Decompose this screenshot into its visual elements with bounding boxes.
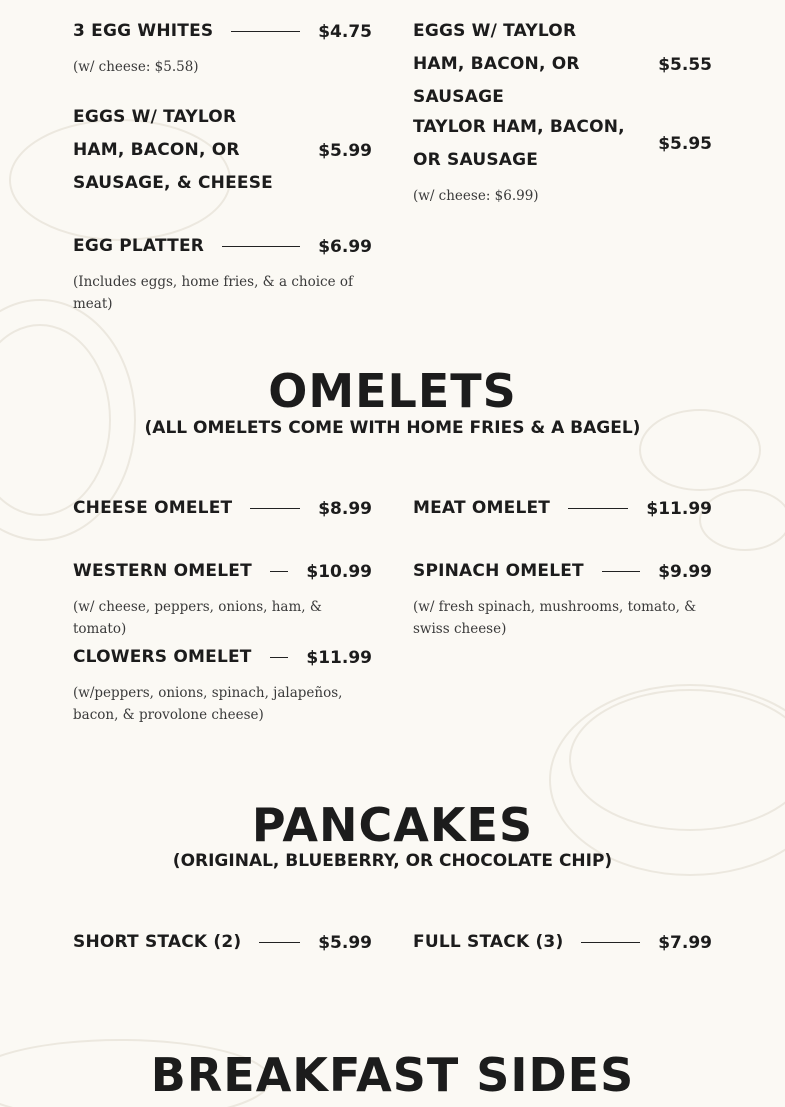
menu-item-clowers-omelet (73, 641, 372, 726)
section-title-omelets: OMELETS (268, 364, 517, 418)
item-name: SHORT STACK (2) (73, 932, 242, 952)
item-name: SPINACH OMELET (413, 561, 584, 581)
item-name: EGGS W/ TAYLOR HAM, BACON, OR SAUSAGE (413, 21, 580, 107)
item-price: $7.99 (658, 932, 712, 953)
item-description: (w/peppers, onions, spinach, jalapeños, bacon, & provolone cheese) (73, 685, 343, 723)
item-name: CHEESE OMELET (73, 498, 233, 518)
dotted-leader (259, 942, 300, 943)
item-description: (Includes eggs, home fries, & a choice of meat) (73, 274, 353, 312)
item-name: FULL STACK (3) (413, 932, 564, 952)
dotted-leader (568, 508, 628, 509)
item-name: 3 EGG WHITES (73, 21, 214, 41)
item-name: TAYLOR HAM, BACON, OR SAUSAGE (413, 117, 625, 170)
menu-item-full-stack (413, 926, 712, 959)
dotted-leader (270, 657, 289, 658)
item-description: (w/ cheese, peppers, onions, ham, & tomato) (73, 599, 322, 637)
item-price: $10.99 (306, 561, 372, 582)
item-price: $5.95 (658, 134, 712, 154)
menu-item-western-omelet (73, 555, 372, 640)
menu-item-egg-platter (73, 230, 372, 315)
item-price: $6.99 (318, 236, 372, 257)
menu-item-meat-only (413, 111, 712, 207)
item-price: $4.75 (318, 21, 372, 42)
section-title-pancakes: PANCAKES (251, 798, 534, 852)
item-price: $5.99 (318, 140, 372, 161)
item-description: (w/ cheese: $6.99) (413, 188, 539, 204)
menu-item-eggs-meat (413, 15, 712, 114)
item-name: EGG PLATTER (73, 236, 205, 256)
dotted-leader (602, 571, 640, 572)
section-subtitle-pancakes: (ORIGINAL, BLUEBERRY, OR CHOCOLATE CHIP) (172, 851, 613, 871)
menu-item-short-stack (73, 926, 372, 959)
item-description: (w/ cheese: $5.58) (73, 59, 199, 75)
item-price: $11.99 (306, 647, 372, 668)
menu-item-meat-omelet (413, 492, 712, 525)
item-price: $9.99 (658, 561, 712, 582)
menu-item-egg-whites (73, 15, 372, 78)
item-price: $8.99 (318, 498, 372, 519)
item-name: MEAT OMELET (413, 498, 551, 518)
item-price: $11.99 (646, 498, 712, 519)
item-price: $5.55 (658, 54, 712, 75)
menu-item-spinach-omelet (413, 555, 712, 640)
item-price: $5.99 (318, 932, 372, 953)
menu-item-eggs-meat-cheese (73, 101, 372, 200)
menu-item-cheese-omelet (73, 492, 372, 525)
dotted-leader (250, 508, 300, 509)
dotted-leader (222, 246, 300, 247)
dotted-leader (581, 942, 640, 943)
item-name: CLOWERS OMELET (73, 647, 252, 667)
section-title-breakfast-sides: BREAKFAST SIDES (150, 1048, 635, 1102)
section-subtitle-omelets: (ALL OMELETS COME WITH HOME FRIES & A BAGEL) (144, 418, 641, 438)
item-description: (w/ fresh spinach, mushrooms, tomato, & swiss cheese) (413, 599, 697, 637)
item-name: EGGS W/ TAYLOR HAM, BACON, OR SAUSAGE, & CHEESE (73, 107, 273, 193)
item-name: WESTERN OMELET (73, 561, 252, 581)
dotted-leader (270, 571, 289, 572)
dotted-leader (231, 31, 300, 32)
